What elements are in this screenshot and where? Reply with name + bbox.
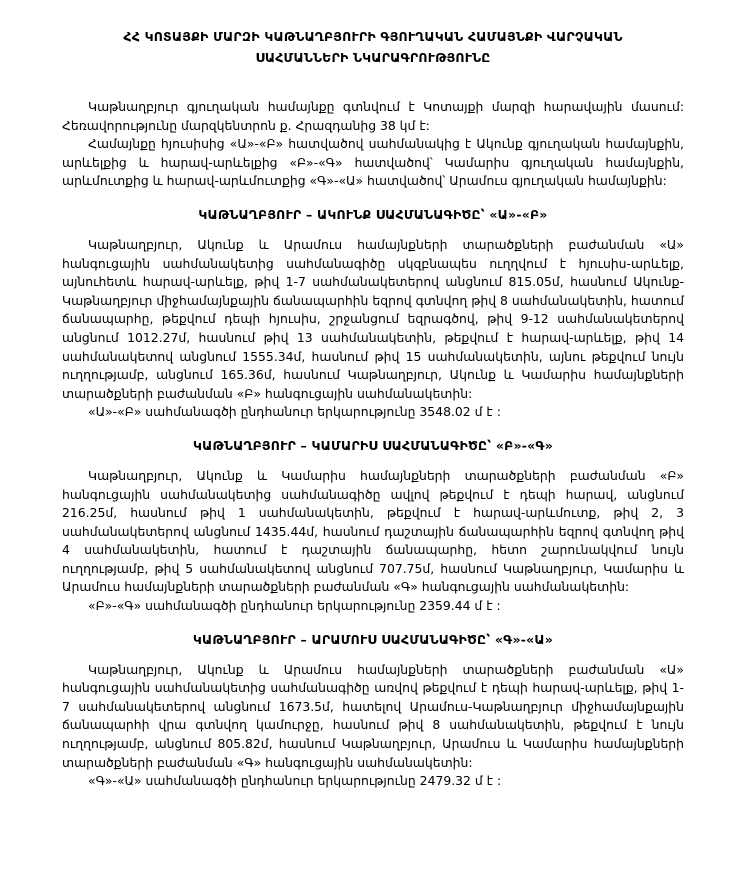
section-result-2: «Բ»-«Գ» սահմանագծի ընդհանուր երկարությունը 2359.44 մ է : <box>88 598 501 614</box>
section-katnaghbyur-akunk <box>62 207 684 422</box>
section-heading-2: ԿԱԹՆԱՂԲՅՈՒՐ – ԿԱՄԱՐԻՍ ՍԱՀՄԱՆԱԳԻԾԸ՝ «Բ»-«Գ» <box>193 437 553 453</box>
section-heading-3: ԿԱԹՆԱՂԲՅՈՒՐ – ԱՐԱՄՈՒՍ ՍԱՀՄԱՆԱԳԻԾԸ՝ «Գ»-«Ա» <box>192 631 554 647</box>
section-body-1: Կաթնաղբյուր, Ակունք և Արամուս համայնքների տարածքների բաժանման «Ա» հանգուցային սահմանակետից սահմանագիծը սկզբնապես ուղղվում է հյուսիս-արևելք, այնուհետև հարավ-արևելք, թիվ 1-7 սահմանակետերով անցնում 815.05մ, հասնում Ակունք-Կաթնաղբյուր միջհամայնքային ճանապարհին եզրով գտնվող թիվ 8 սահմանակետին, հատում ճանապարհը, թեքվում դեպի հյուսիս, շրջանցում եզրագծով, թիվ 9-12 սահմանակետերով անցնում 1012.27մ, հասնում թիվ 13 սահմանակետին, թեքվում է հարավ-արևելք, թիվ 14 սահմանակետով անցնում 1555.34մ, հասնում թիվ 15 սահմանակետին, այնու թեքվում նույն ուղղությամբ, անցնում 165.36մ, հասնում Կաթնաղբյուր, Ակունք և Կամարիս համայնքների տարածքների բաժանման «Բ» հանգուցային սահմանակետին: <box>62 236 684 401</box>
document-title-line-1: ՀՀ ԿՈՏԱՅՔԻ ՄԱՐԶԻ ԿԱԹՆԱՂԲՅՈՒՐԻ ԳՅՈՒՂԱԿԱՆ ՀԱՄԱՅՆՔԻ ՎԱՐՉԱԿԱՆ <box>123 29 623 44</box>
section-result-1: «Ա»-«Բ» սահմանագծի ընդհանուր երկարությունը 3548.02 մ է : <box>88 404 501 420</box>
section-katnaghbyur-aramus <box>62 632 684 791</box>
section-body-3: Կաթնաղբյուր, Ակունք և Արամուս համայնքների տարածքների բաժանման «Ա» հանգուցային սահմանակետից սահմանագիծը առվով թեքվում է դեպի հարավ-արևելք, թիվ 1-7 սահմանակետերով անցնում 1673.5մ, հատելով Արամուս-Կաթնաղբյուր միջհամայնքային ճանապարհի վրա գտնվող կամուրջը, հասնում թիվ 8 սահմանակետին, թեքվում է նույն ուղղությամբ, անցնում 805.82մ, հասնում Կաթնաղբյուր, Արամուս և Կամարիս համայնքների տարածքների բաժանման «Գ» հանգուցային սահմանակետին: <box>62 661 684 770</box>
section-body-2: Կաթնաղբյուր, Ակունք և Կամարիս համայնքների տարածքների բաժանման «Բ» հանգուցային սահմանակետից սահմանագիծը ավլով թեքվում է դեպի հարավ, անցնում 216.25մ, հասնում թիվ 1 սահմանակետին, թեքվում է հարավ-արևմուտք, թիվ 2, 3 սահմանակետերով անցնում 1435.44մ, հասնում դաշտային ճանապարհին եզրով գտնվող թիվ 4 սահմանակետին, հատում է դաշտային ճանապարհը, հետո շարունակվում նույն ուղղությամբ, թիվ 5 սահմանակետով անցնում 707.75մ, հասնում Կաթնաղբյուր, Կամարիս և Արամուս համայնքների տարածքների բաժանման «Գ» հանգուցային սահմանակետին: <box>62 467 684 595</box>
document-title <box>62 26 684 68</box>
document-title-line-2: ՍԱՀՄԱՆՆԵՐԻ ՆԿԱՐԱԳՐՈՒԹՅՈՒՆԸ <box>255 50 491 65</box>
section-katnaghbyur-kamaris <box>62 438 684 616</box>
intro-paragraph-2: Համայնքը հյուսիսից «Ա»-«Բ» հատվածով սահմանակից է Ակունք գյուղական համայնքին, արևելքից և հարավ-արևելքից «Բ»-«Գ» հատվածով՝ Կամարիս գյուղական համայնքին, արևմուտքից և հարավ-արևմուտքից «Գ»-«Ա» հատվածով՝ Արամուս գյուղական համայնքին: <box>62 136 684 189</box>
section-result-3: «Գ»-«Ա» սահմանագծի ընդհանուր երկարությունը 2479.32 մ է : <box>88 773 502 789</box>
intro-paragraph-1: Կաթնաղբյուր գյուղական համայնքը գտնվում է Կոտայքի մարզի հարավային մասում: Հեռավորությունը մարզկենտրոն ք. Հրազդանից 38 կմ է: <box>62 99 684 133</box>
section-heading-1: ԿԱԹՆԱՂԲՅՈՒՐ – ԱԿՈՒՆՔ ՍԱՀՄԱՆԱԳԻԾԸ՝ «Ա»-«Բ» <box>198 206 548 222</box>
